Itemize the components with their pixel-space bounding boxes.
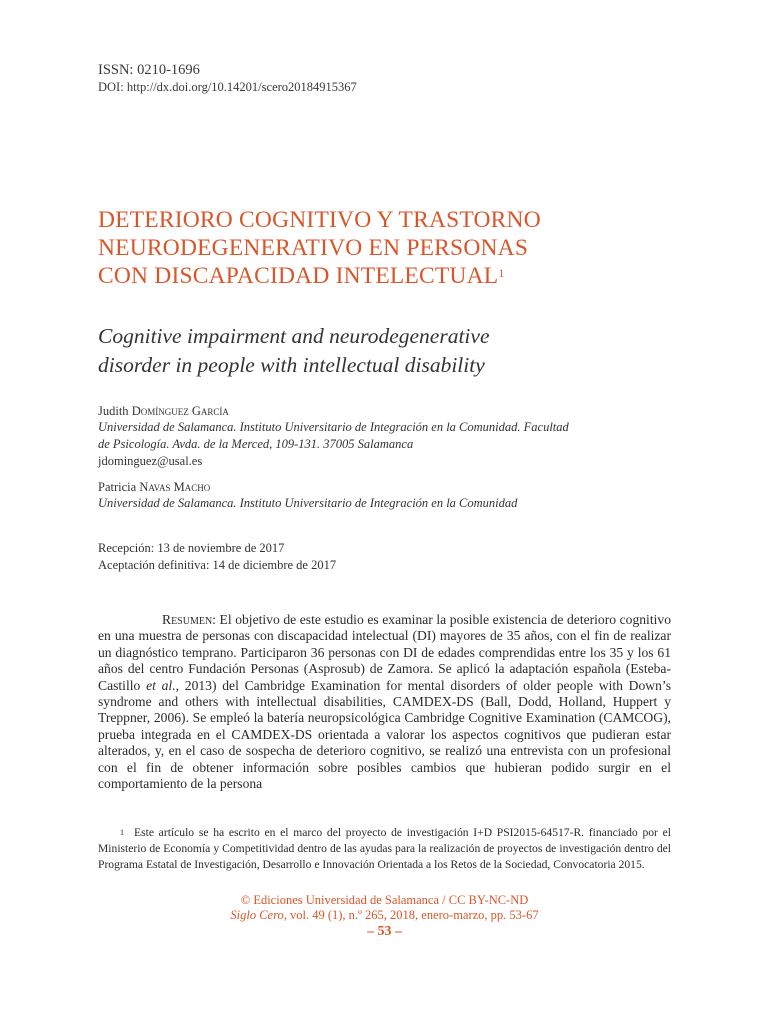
title-footnote-mark[interactable]: 1 [498, 266, 505, 280]
abstract-text: El objetivo de este estudio es examinar la posible existencia de deterioro cognitivo en una muestra de personas con discapacidad intelectual (DI) mayores de 35 años, con el fin de realizar un diagnóstico temprano. Participaron 36 personas con DI de edades comprendidas entre los 35 y los 61 años del centro Fundación Personas (Asprosub) de Zamora. Se aplicó la adaptación española (Esteba-Castillo [98, 612, 671, 693]
abstract-paragraph [98, 612, 671, 792]
page-number: – 53 – [367, 924, 402, 939]
footnote-mark: 1 [120, 828, 124, 837]
footer-citation [98, 908, 671, 923]
abstract-text-continued: , 2013) del Cambridge Examination for mental disorders of older people with Down’s syndrome and others with intellectual disabilities, CAMDEX-DS (Ball, Dodd, Holland, Huppert y Treppner, 2006). Se empleó la batería neuropsicológica Cambridge Cognitive Examination (CAMCOG), prueba integrada en el CAMDEX-DS orientada a valorar los aspectos cognitivos que pudieran estar alterados, y, en el caso de sospecha de deterioro cognitivo, se realizó una entrevista con un profesional con el fin de obtener información sobre posibles cambios que hubieran podido surgir en el comportamiento de la persona [98, 677, 671, 792]
title-line: NEURODEGENERATIVO EN PERSONAS [98, 235, 529, 261]
abstract-label: Resumen: [162, 612, 216, 627]
subtitle-line: Cognitive impairment and neurodegenerative [98, 324, 490, 348]
dates-block [98, 540, 678, 574]
page-footer [98, 893, 671, 939]
footnote [98, 825, 671, 873]
doi-link[interactable]: DOI: http://dx.doi.org/10.14201/scero20184915367 [98, 80, 357, 94]
accepted-date: Aceptación definitiva: 14 de diciembre de 2017 [98, 558, 337, 572]
abstract [98, 612, 671, 792]
author-affiliation: de Psicología. Avda. de la Merced, 109-131. 37005 Salamanca [98, 437, 414, 451]
author-first-name: Patricia [98, 480, 137, 494]
title-line: DETERIORO COGNITIVO Y TRASTORNO [98, 207, 541, 233]
author-last-name: Domínguez García [131, 404, 229, 418]
abstract-etal: et al. [146, 677, 176, 693]
author-name [98, 404, 678, 419]
subtitle-line: disorder in people with intellectual disability [98, 353, 485, 377]
footer-copyright: © Ediciones Universidad de Salamanca / CC BY-NC-ND [240, 893, 529, 907]
author-block [98, 480, 678, 512]
author-email[interactable]: jdominguez@usal.es [98, 454, 203, 468]
author-affiliation: Universidad de Salamanca. Instituto Universitario de Integración en la Comunidad [98, 496, 518, 510]
author-name [98, 480, 678, 495]
journal-name: Siglo Cero [230, 908, 284, 922]
author-affiliation: Universidad de Salamanca. Instituto Universitario de Integración en la Comunidad. Facultad [98, 420, 569, 434]
footnote-paragraph [98, 825, 671, 873]
footnote-text: Este artículo se ha escrito en el marco del proyecto de investigación I+D PSI2015-64517-R. financiado por el Ministerio de Economía y Competitividad dentro de las ayudas para la realización de proyectos de investigación dentro del Programa Estatal de Investigación, Desarrollo e Innovación Orientada a los Retos de la Sociedad, Convocatoria 2015. [98, 826, 671, 871]
article-subtitle-english [98, 322, 658, 380]
author-first-name: Judith [98, 404, 129, 418]
received-date: Recepción: 13 de noviembre de 2017 [98, 541, 285, 555]
title-line-text: CON DISCAPACIDAD INTELECTUAL [98, 263, 499, 289]
citation-details: , vol. 49 (1), n.º 265, 2018, enero-marzo, pp. 53-67 [283, 908, 539, 922]
title-line [98, 262, 658, 290]
article-title [98, 206, 658, 290]
author-block [98, 404, 678, 470]
issn: ISSN: 0210-1696 [98, 62, 200, 78]
author-last-name: Navas Macho [139, 480, 211, 494]
